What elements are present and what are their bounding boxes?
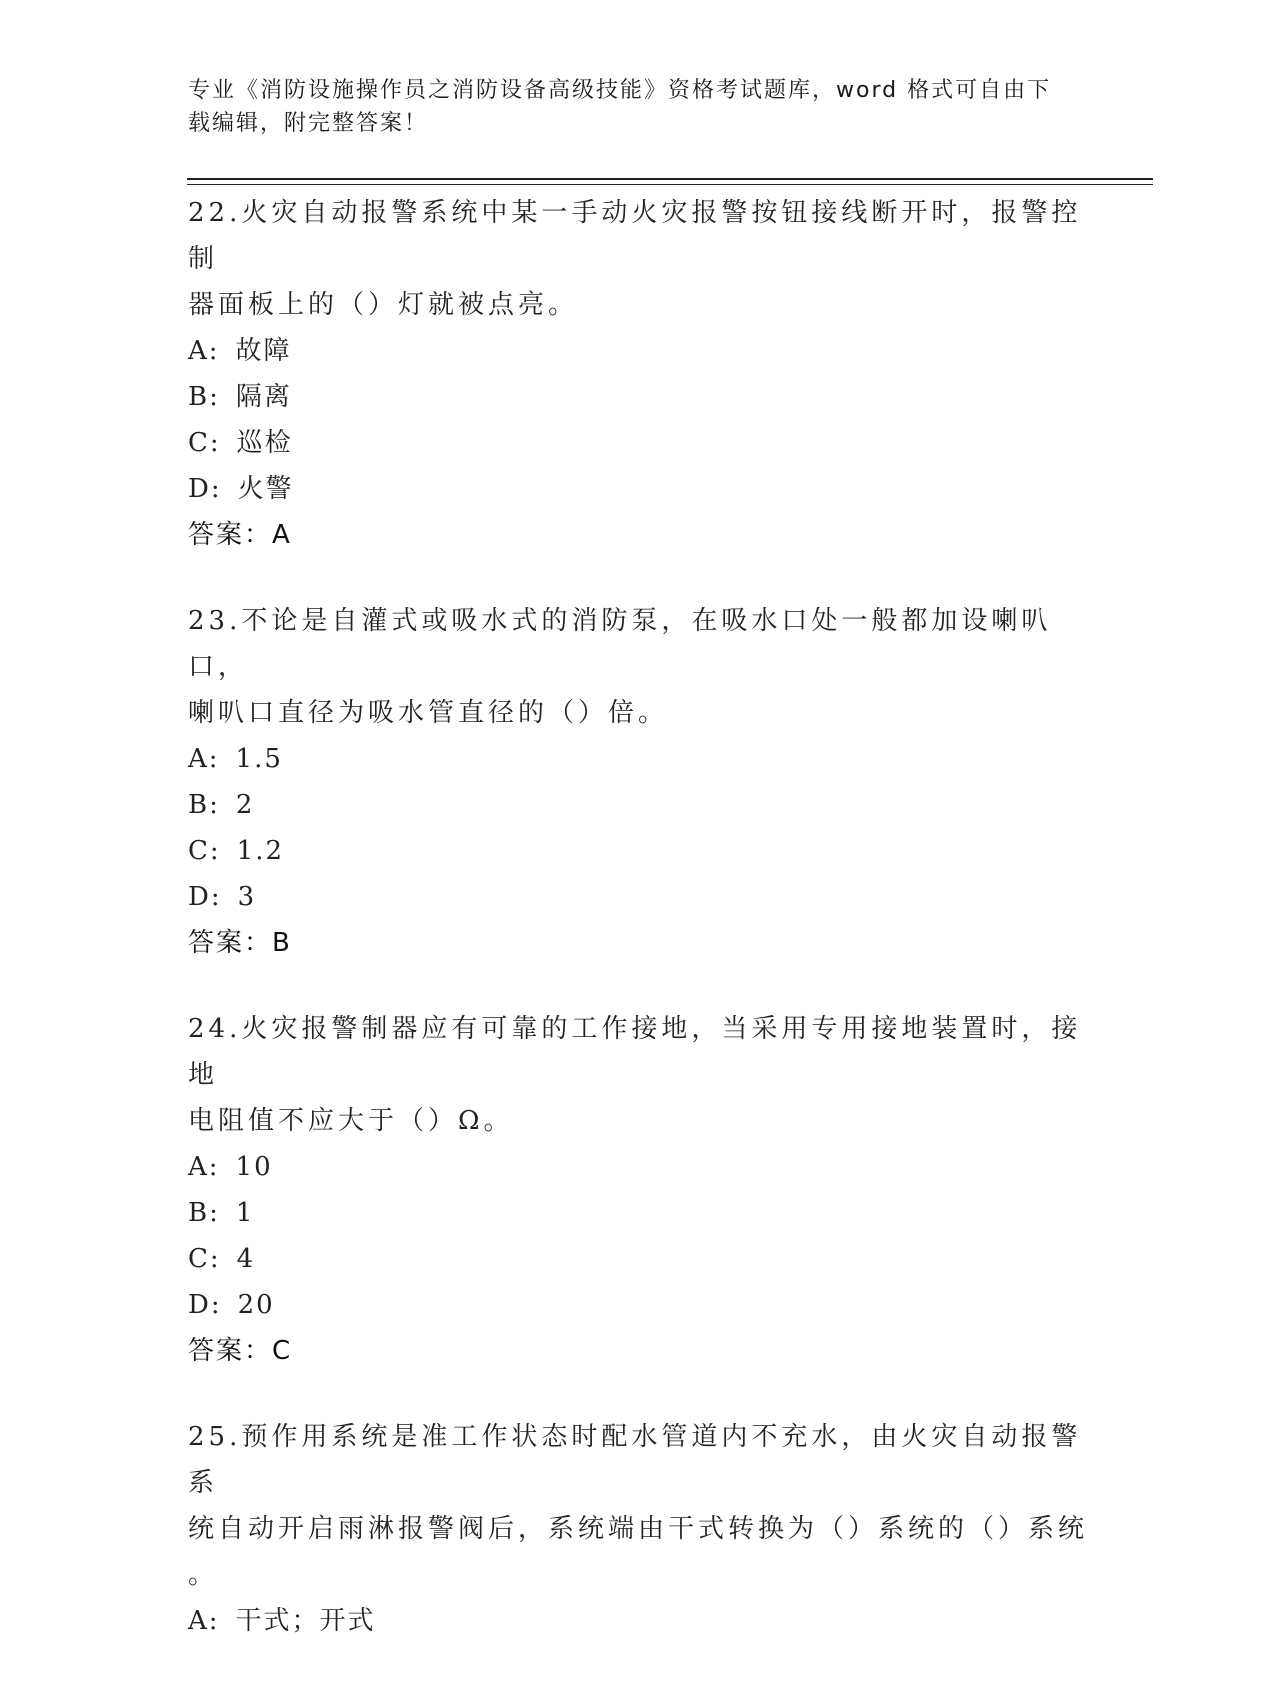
stem-line: 电阻值不应大于（）Ω。 [188, 1106, 514, 1136]
answer-line: 答案：C [188, 1336, 293, 1366]
option-key: D: [188, 474, 222, 504]
option-d [188, 1282, 1088, 1328]
option-a [188, 1144, 1088, 1190]
header-divider-thick [187, 178, 1153, 180]
option-d [188, 466, 1088, 512]
option-key: A: [188, 1152, 220, 1182]
option-key: C: [188, 1244, 221, 1274]
option-text: 干式；开式 [235, 1606, 376, 1636]
option-key: A: [188, 744, 220, 774]
document-header [188, 74, 1068, 140]
option-key: C: [188, 428, 221, 458]
option-key: D: [188, 1290, 222, 1320]
question-25 [188, 1414, 1088, 1644]
question-stem [188, 1414, 1088, 1598]
stem-line: 喇叭口直径为吸水管直径的（）倍。 [188, 698, 669, 728]
stem-line: 22.火灾自动报警系统中某一手动火灾报警按钮接线断开时，报警控制 [188, 198, 1082, 274]
option-a [188, 736, 1088, 782]
option-text: 火警 [237, 474, 294, 504]
option-b [188, 374, 1088, 420]
option-key: B: [188, 1198, 220, 1228]
stem-line: 25.预作用系统是准工作状态时配水管道内不充水，由火灾自动报警系 [188, 1422, 1082, 1498]
option-text: 3 [237, 882, 257, 912]
option-key: B: [188, 790, 220, 820]
option-a [188, 328, 1088, 374]
question-stem [188, 190, 1088, 328]
option-c [188, 828, 1088, 874]
option-c [188, 1236, 1088, 1282]
option-c [188, 420, 1088, 466]
option-key: B: [188, 382, 220, 412]
stem-line: 。 [188, 1560, 219, 1590]
header-line-2: 载编辑，附完整答案！ [188, 111, 429, 136]
option-text: 1 [235, 1198, 255, 1228]
stem-line: 统自动开启雨淋报警阀后，系统端由干式转换为（）系统的（）系统 [188, 1514, 1089, 1544]
answer-line: 答案：A [188, 520, 292, 550]
option-b [188, 1190, 1088, 1236]
question-23 [188, 598, 1088, 966]
option-b [188, 782, 1088, 828]
stem-line: 器面板上的（）灯就被点亮。 [188, 290, 579, 320]
header-divider-thin [187, 184, 1153, 185]
answer-line: 答案：B [188, 928, 292, 958]
option-text: 4 [236, 1244, 256, 1274]
option-a [188, 1598, 1088, 1644]
question-stem [188, 1006, 1088, 1144]
stem-line: 23.不论是自灌式或吸水式的消防泵，在吸水口处一般都加设喇叭口， [188, 606, 1052, 682]
stem-line: 24.火灾报警制器应有可靠的工作接地，当采用专用接地装置时，接地 [188, 1014, 1082, 1090]
option-text: 10 [235, 1152, 273, 1182]
question-24 [188, 1006, 1088, 1374]
option-key: D: [188, 882, 222, 912]
option-d [188, 874, 1088, 920]
option-text: 故障 [235, 336, 292, 366]
option-text: 隔离 [235, 382, 292, 412]
option-text: 1.2 [236, 836, 285, 866]
header-line-1: 专业《消防设施操作员之消防设备高级技能》资格考试题库，word 格式可自由下 [188, 78, 1052, 103]
option-key: A: [188, 1606, 220, 1636]
question-22 [188, 190, 1088, 558]
question-list [188, 190, 1088, 1684]
option-key: C: [188, 836, 221, 866]
option-text: 20 [237, 1290, 275, 1320]
question-stem [188, 598, 1088, 736]
option-key: A: [188, 336, 220, 366]
option-text: 巡检 [236, 428, 293, 458]
option-text: 2 [235, 790, 255, 820]
option-text: 1.5 [235, 744, 283, 774]
